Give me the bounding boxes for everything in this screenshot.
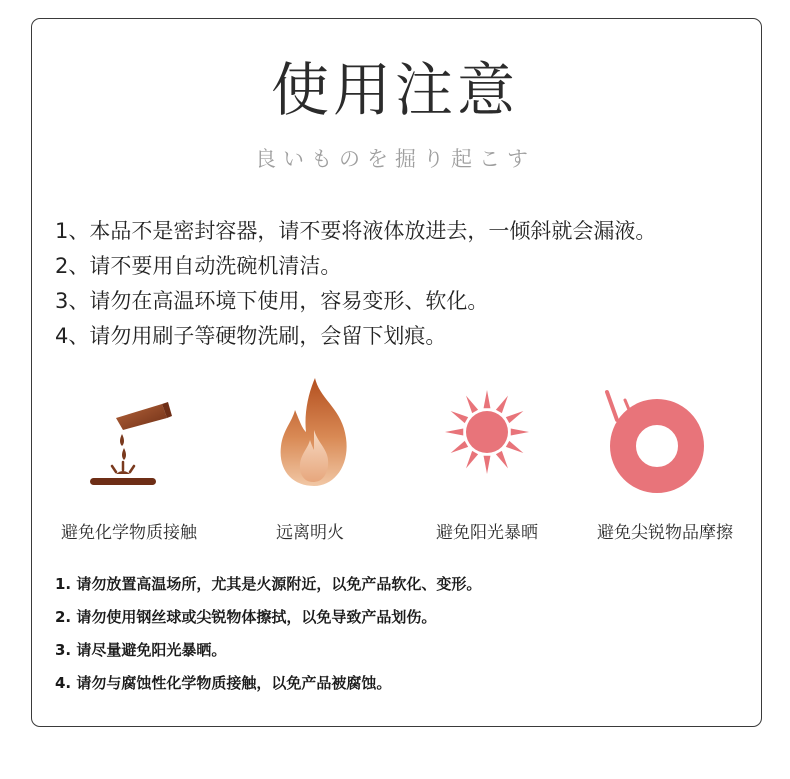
detail-note: 3. 请尽量避免阳光暴晒。 bbox=[55, 641, 227, 659]
page-subtitle: 良いものを掘り起こす bbox=[255, 147, 535, 171]
sun-ray bbox=[511, 429, 529, 436]
icon-label-sharp: 避免尖锐物品摩擦 bbox=[597, 523, 733, 543]
icon-label-chemical: 避免化学物质接触 bbox=[61, 523, 197, 543]
icon-label-flame: 远离明火 bbox=[276, 523, 344, 543]
usage-notes-list bbox=[55, 214, 656, 354]
usage-note: 1、本品不是密封容器，请不要将液体放进去，一倾斜就会漏液。 bbox=[55, 219, 657, 243]
chemical-pour-icon bbox=[64, 374, 194, 494]
sharp-object-icon bbox=[595, 374, 725, 494]
sun-ray bbox=[451, 441, 469, 453]
detail-note: 1. 请勿放置高温场所，尤其是火源附近，以免产品软化、变形。 bbox=[55, 575, 482, 593]
detail-note: 2. 请勿使用钢丝球或尖锐物体擦拭，以免导致产品划伤。 bbox=[55, 608, 437, 626]
usage-note: 3、请勿在高温环境下使用，容易变形、软化。 bbox=[55, 289, 489, 313]
sun-ray bbox=[496, 396, 508, 414]
sun-ray bbox=[451, 411, 469, 423]
sun-ray bbox=[506, 441, 524, 453]
sun-ray bbox=[466, 451, 478, 469]
sun-ray bbox=[445, 429, 463, 436]
usage-note: 4、请勿用刷子等硬物洗刷，会留下划痕。 bbox=[55, 324, 447, 348]
sun-ray bbox=[466, 396, 478, 414]
sun-ray bbox=[496, 451, 508, 469]
detail-notes-list bbox=[55, 568, 481, 700]
icon-label-sun: 避免阳光暴晒 bbox=[436, 523, 538, 543]
sun-icon bbox=[422, 374, 552, 494]
sun-ray bbox=[484, 390, 491, 408]
flame-icon bbox=[250, 374, 380, 494]
sun-ray bbox=[484, 456, 491, 474]
usage-note: 2、请不要用自动洗碗机清洁。 bbox=[55, 254, 342, 278]
detail-note: 4. 请勿与腐蚀性化学物质接触，以免产品被腐蚀。 bbox=[55, 674, 392, 692]
sun-ray bbox=[506, 411, 524, 423]
page-title: 使用注意 bbox=[270, 56, 519, 124]
